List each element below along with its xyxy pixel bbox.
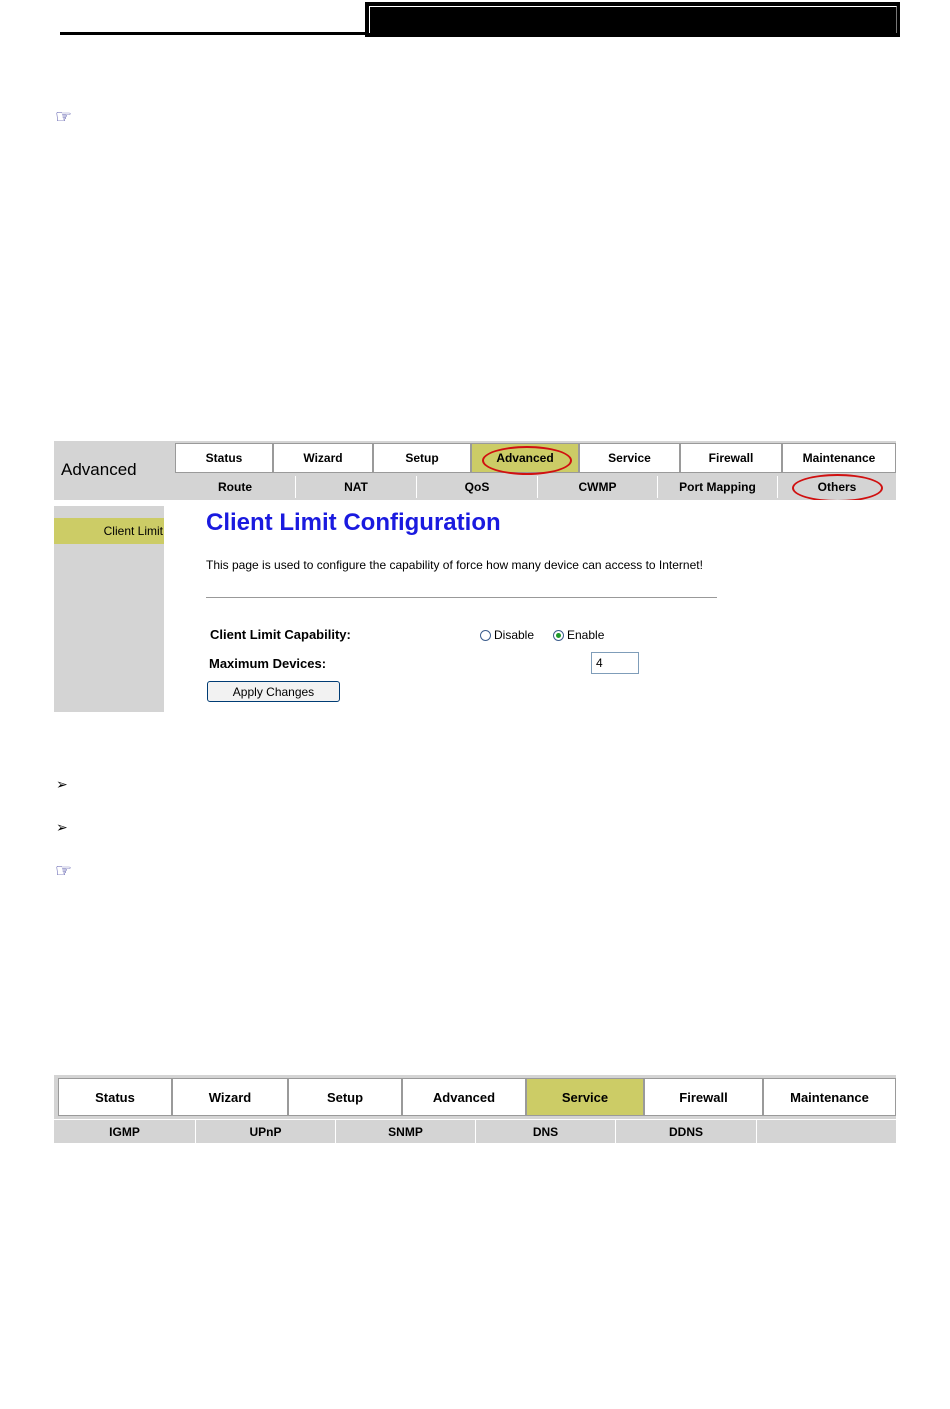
disable-label: Disable (494, 628, 535, 642)
tab-setup[interactable]: Setup (373, 443, 471, 473)
subtab-dns[interactable]: DNS (476, 1120, 616, 1143)
subtab-nat[interactable]: NAT (296, 476, 417, 498)
screenshot-service-nav (54, 1075, 896, 1143)
divider (206, 597, 717, 598)
subtab-cwmp[interactable]: CWMP (538, 476, 658, 498)
tab-status[interactable]: Status (175, 443, 273, 473)
screenshot-client-limit (54, 441, 896, 712)
header-rule (60, 32, 365, 35)
tab-maintenance[interactable]: Maintenance (782, 443, 896, 473)
pointing-hand-icon: ☞ (55, 861, 73, 882)
subtab-ddns[interactable]: DDNS (616, 1120, 757, 1143)
section-title: Advanced (61, 460, 137, 479)
max-devices-input[interactable] (591, 652, 639, 674)
page-description: This page is used to configure the capability of force how many device can access to Internet! (206, 558, 703, 572)
sidebar-item-client-limit[interactable]: Client Limit (54, 518, 164, 544)
enable-label: Enable (567, 628, 605, 642)
tab-firewall[interactable]: Firewall (644, 1078, 763, 1116)
tab-setup[interactable]: Setup (288, 1078, 402, 1116)
subtab-qos[interactable]: QoS (417, 476, 538, 498)
tab-firewall[interactable]: Firewall (680, 443, 782, 473)
tab-advanced[interactable]: Advanced (402, 1078, 526, 1116)
pointing-hand-icon: ☞ (55, 107, 73, 128)
tab-service[interactable]: Service (579, 443, 680, 473)
arrow-bullet-icon: ➢ (56, 776, 68, 792)
page-title: Client Limit Configuration (206, 509, 501, 536)
subtab-snmp[interactable]: SNMP (336, 1120, 476, 1143)
apply-changes-button[interactable]: Apply Changes (207, 681, 340, 702)
subtab-others[interactable]: Others (817, 480, 857, 494)
tab-service[interactable]: Service (526, 1078, 644, 1116)
max-devices-label: Maximum Devices: (209, 656, 327, 671)
subtab-igmp[interactable]: IGMP (54, 1120, 196, 1143)
tab-maintenance[interactable]: Maintenance (763, 1078, 896, 1116)
enable-radio[interactable] (553, 630, 564, 641)
subtab-upnp[interactable]: UPnP (196, 1120, 336, 1143)
capability-label: Client Limit Capability: (210, 627, 351, 642)
tab-status[interactable]: Status (58, 1078, 172, 1116)
tab-wizard[interactable]: Wizard (172, 1078, 288, 1116)
enable-radio-option[interactable] (553, 628, 604, 642)
header-bar-frame (369, 6, 897, 33)
tab-wizard[interactable]: Wizard (273, 443, 373, 473)
disable-radio-option[interactable] (480, 628, 534, 642)
subtab-route[interactable]: Route (175, 476, 296, 498)
disable-radio[interactable] (480, 630, 491, 641)
subtab-port-mapping[interactable]: Port Mapping (658, 476, 778, 498)
subtab-empty (757, 1120, 896, 1143)
tab-advanced[interactable]: Advanced (471, 443, 579, 473)
arrow-bullet-icon: ➢ (56, 819, 68, 835)
nav-separator (54, 500, 896, 506)
